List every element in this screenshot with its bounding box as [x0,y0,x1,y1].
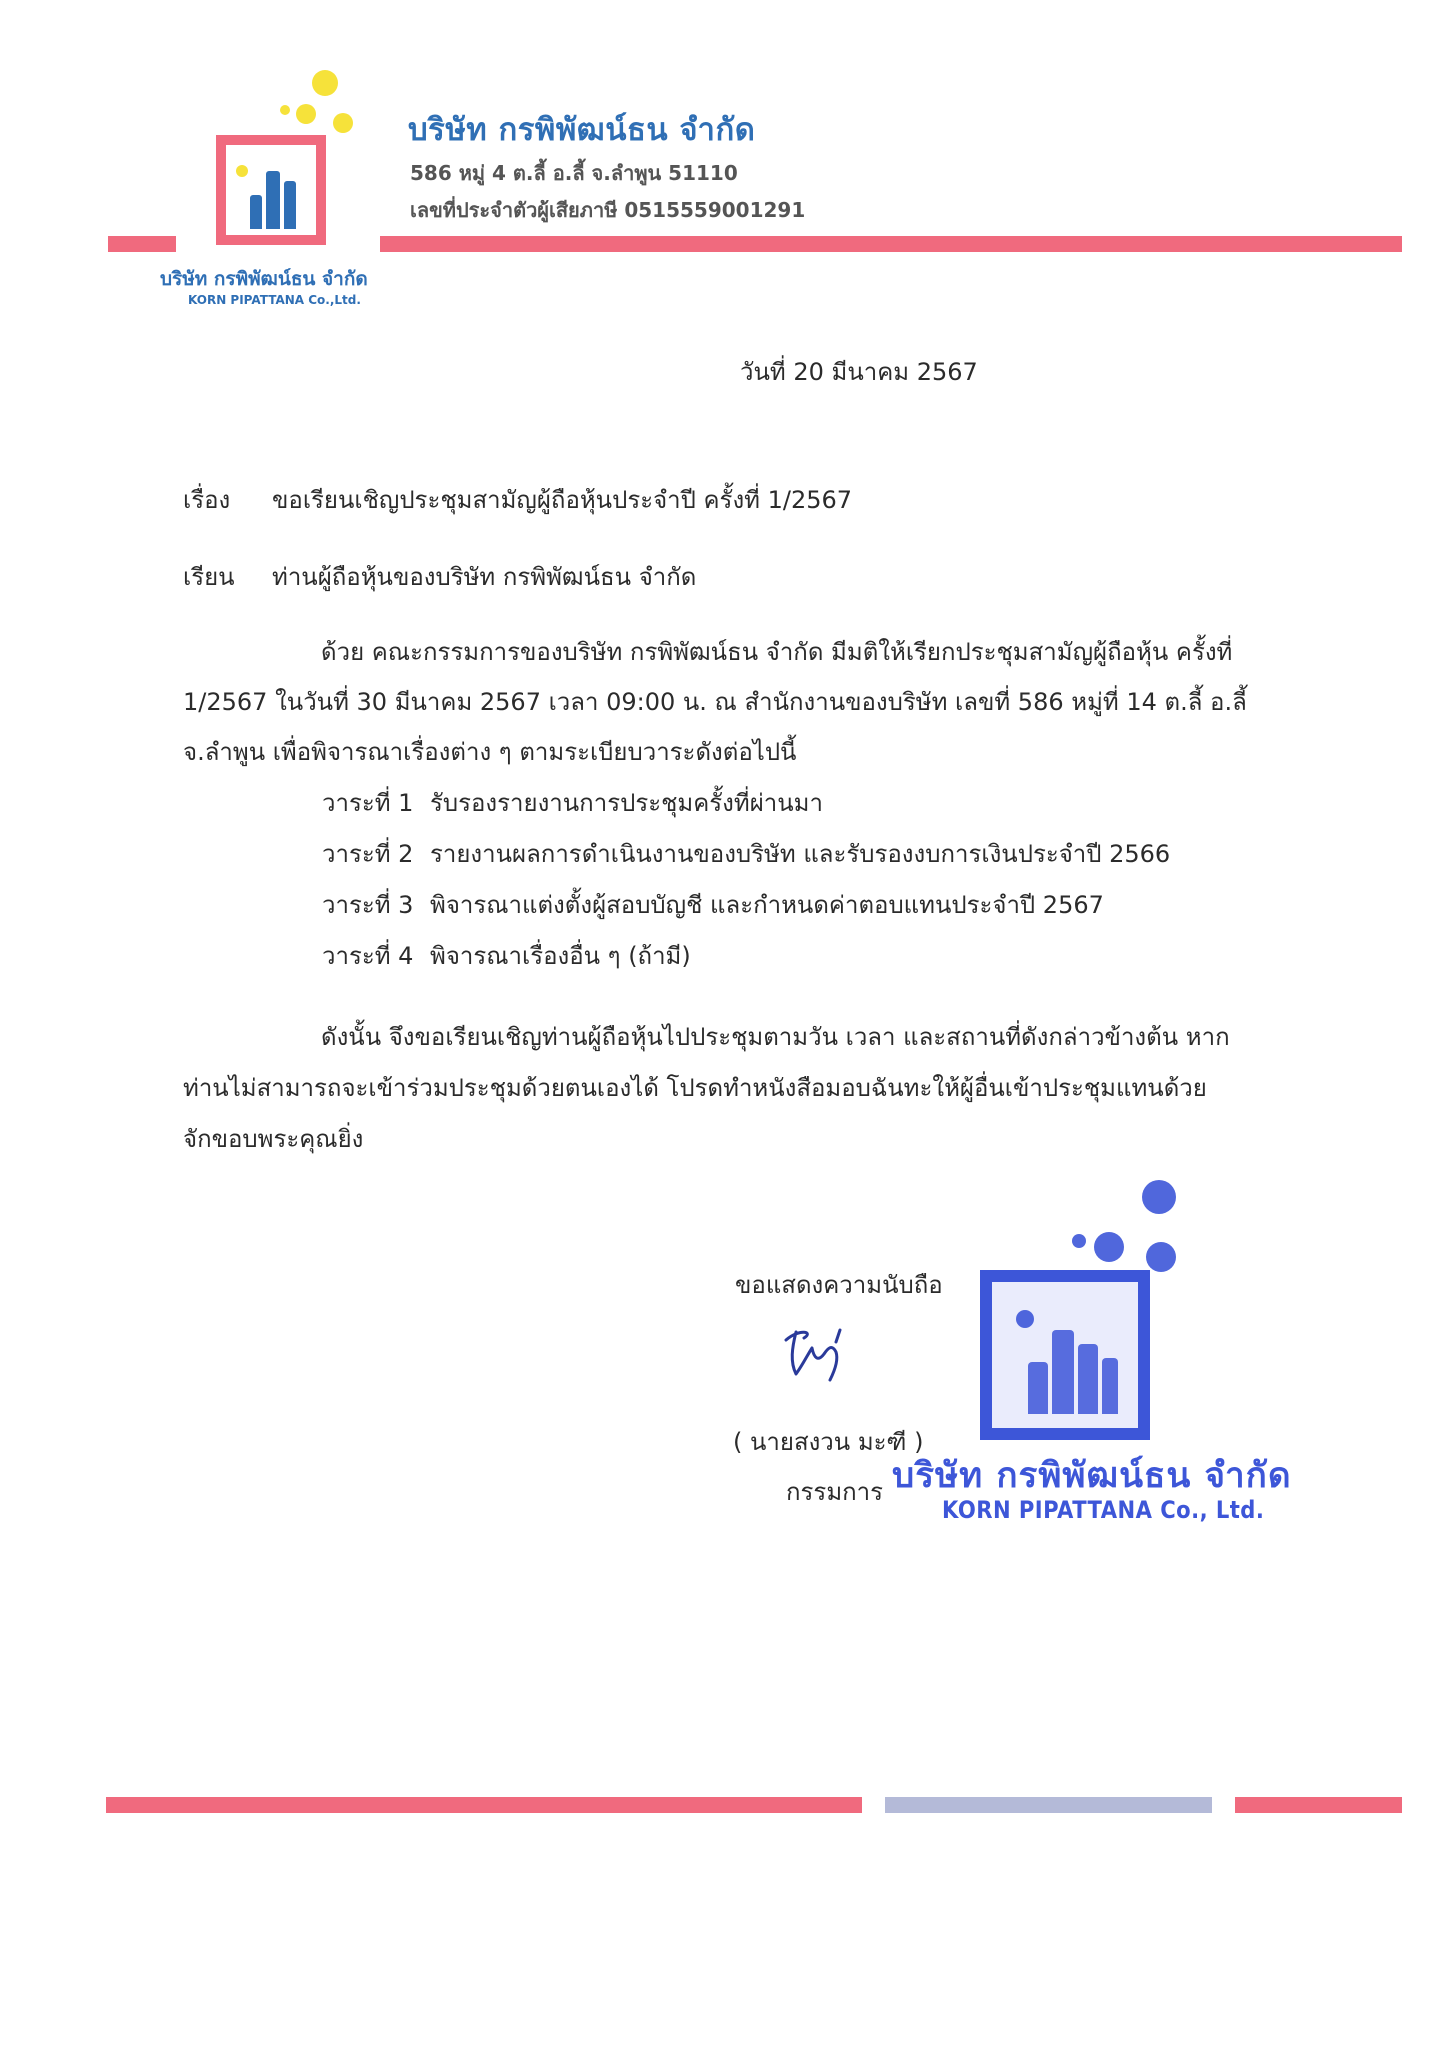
header-divider [380,236,1402,252]
footer-divider [106,1797,862,1813]
intro-paragraph [183,632,1273,671]
agenda-text: พิจารณาแต่งตั้งผู้สอบบัญชี และกำหนดค่าตอบแทนประจำปี 2567 [430,891,1104,919]
letter-date: วันที่ 20 มีนาคม 2567 [740,358,978,386]
intro-line: 1/2567 ในวันที่ 30 มีนาคม 2567 เวลา 09:00 น. ณ สำนักงานของบริษัท เลขที่ 586 หมู่ที่ 14 ต.ลี้ อ.ลี้ [183,688,1247,716]
logo-caption-thai: บริษัท กรพิพัฒน์ธน จำกัด [160,268,368,290]
company-logo [200,60,400,260]
intro-line: ด้วย คณะกรรมการของบริษัท กรพิพัฒน์ธน จำกัด มีมติให้เรียกประชุมสามัญผู้ถือหุ้น ครั้งที่ [321,638,1233,666]
subject-label: เรื่อง [183,486,231,514]
logo-dot-icon [280,105,290,115]
recipient-text: ท่านผู้ถือหุ้นของบริษัท กรพิพัฒน์ธน จำกัด [272,563,697,591]
closing-line: ดังนั้น จึงขอเรียนเชิญท่านผู้ถือหุ้นไปประชุมตามวัน เวลา และสถานที่ดังกล่าวข้างต้น หาก [321,1023,1230,1051]
stamp-frame [980,1270,1150,1440]
stamp-bar-icon [1078,1344,1098,1414]
agenda-item [322,783,823,822]
closing-line: จักขอบพระคุณยิ่ง [183,1125,364,1153]
stamp-company-thai: บริษัท กรพิพัฒน์ธน จำกัด [892,1456,1292,1496]
closing-paragraph [183,1119,1273,1158]
stamp-bar-icon [1028,1362,1048,1414]
logo-dot-icon [296,104,316,124]
agenda-item [322,885,1104,924]
footer-divider [885,1797,1212,1813]
agenda-text: พิจารณาเรื่องอื่น ๆ (ถ้ามี) [430,942,691,970]
stamp-dot-icon [1142,1180,1176,1214]
agenda-number: วาระที่ 3 [322,891,414,919]
stamp-dot-icon [1094,1232,1124,1262]
logo-dot-icon [236,165,248,177]
agenda-text: รับรองรายงานการประชุมครั้งที่ผ่านมา [430,789,823,817]
company-name: บริษัท กรพิพัฒน์ธน จำกัด [408,112,756,148]
recipient-label: เรียน [183,563,235,591]
stamp-dot-icon [1146,1242,1176,1272]
logo-bar-icon [266,171,280,229]
footer-divider [1235,1797,1402,1813]
header-divider [108,236,176,252]
agenda-text: รายงานผลการดำเนินงานของบริษัท และรับรองงบการเงินประจำปี 2566 [430,840,1171,868]
logo-dot-icon [333,113,353,133]
signer-title: กรรมการ [786,1478,884,1506]
closing-paragraph [183,1068,1273,1107]
company-stamp [980,1180,1250,1450]
agenda-number: วาระที่ 1 [322,789,414,817]
agenda-number: วาระที่ 4 [322,942,414,970]
logo-bar-icon [250,195,262,229]
logo-frame [216,135,326,245]
logo-bar-icon [284,181,296,229]
stamp-bar-icon [1052,1330,1074,1414]
logo-dot-icon [312,70,338,96]
intro-paragraph [183,732,1273,771]
company-address: 586 หมู่ 4 ต.ลี้ อ.ลี้ จ.ลำพูน 51110 [410,161,738,185]
closing-paragraph [183,1017,1273,1056]
closing-line: ท่านไม่สามารถจะเข้าร่วมประชุมด้วยตนเองได้ โปรดทำหนังสือมอบฉันทะให้ผู้อื่นเข้าประชุมแทนด้วย [183,1074,1207,1102]
agenda-item [322,936,691,975]
stamp-company-english: KORN PIPATTANA Co., Ltd. [942,1496,1265,1524]
intro-paragraph [183,682,1273,721]
company-tax-id: เลขที่ประจำตัวผู้เสียภาษี 0515559001291 [410,198,806,222]
closing-salutation: ขอแสดงความนับถือ [735,1271,943,1299]
stamp-bar-icon [1102,1358,1118,1414]
signer-name: ( นายสงวน มะฑี ) [733,1428,924,1456]
subject-text: ขอเรียนเชิญประชุมสามัญผู้ถือหุ้นประจำปี ครั้งที่ 1/2567 [272,486,853,514]
logo-caption-english: KORN PIPATTANA Co.,Ltd. [188,293,361,307]
handwritten-signature [770,1318,890,1388]
agenda-number: วาระที่ 2 [322,840,414,868]
stamp-dot-icon [1016,1310,1034,1328]
stamp-dot-icon [1072,1234,1086,1248]
intro-line: จ.ลำพูน เพื่อพิจารณาเรื่องต่าง ๆ ตามระเบียบวาระดังต่อไปนี้ [183,738,797,766]
agenda-item [322,834,1170,873]
